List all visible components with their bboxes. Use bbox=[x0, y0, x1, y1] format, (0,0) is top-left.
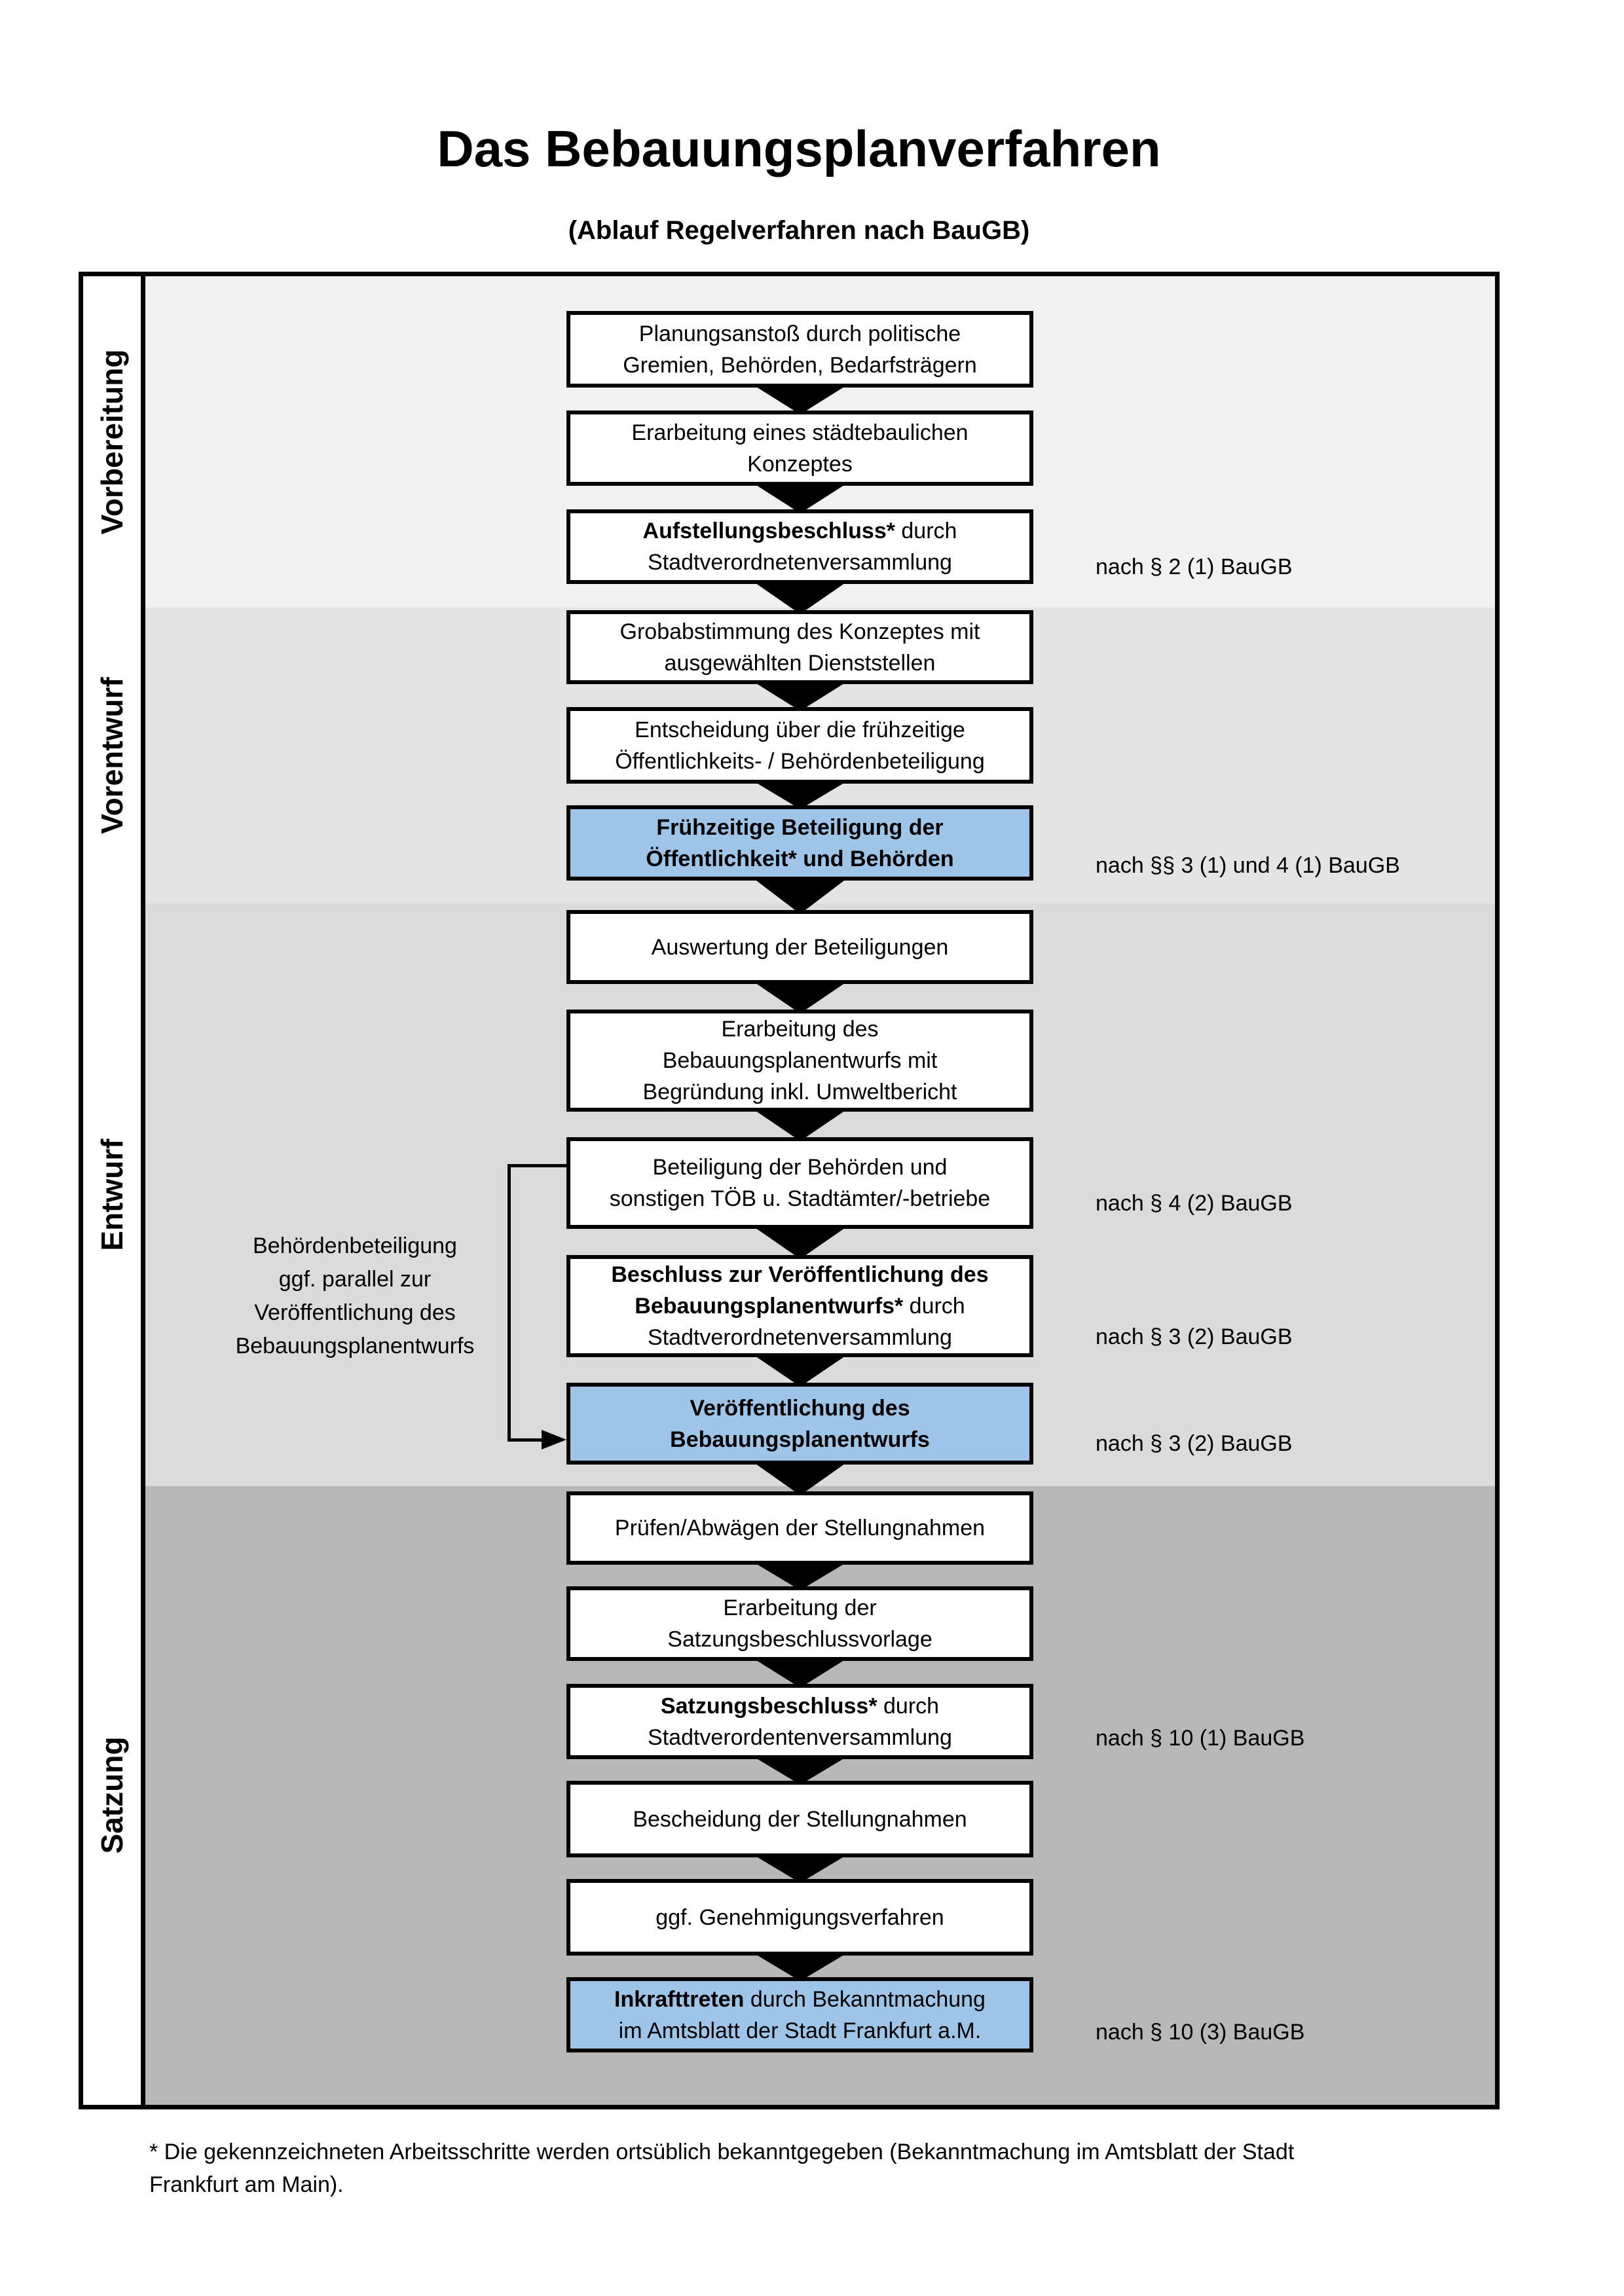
flow-step-label-line: Satzungsbeschluss* durch bbox=[660, 1693, 940, 1719]
flow-step-label-line: Satzungsbeschlussvorlage bbox=[667, 1627, 932, 1652]
parallel-connector-top-line bbox=[507, 1164, 566, 1167]
flow-step-label-line: Frühzeitige Beteiligung der bbox=[656, 814, 944, 840]
flow-step-label-line: Öffentlichkeits- / Behördenbeteiligung bbox=[615, 748, 985, 774]
flow-step bbox=[566, 1137, 1033, 1229]
flow-step-label-line: im Amtsblatt der Stadt Frankfurt a.M. bbox=[618, 2018, 982, 2043]
footnote-line: * Die gekennzeichneten Arbeitsschritte werden ortsüblich bekanntgegeben (Bekanntmachung im Amtsblatt der Stadt bbox=[149, 2140, 1295, 2164]
flow-step-label-line: Erarbeitung eines städtebaulichen bbox=[631, 420, 969, 445]
flow-step-label-line: Beschluss zur Veröffentlichung des bbox=[611, 1262, 989, 1287]
flow-step-label-line: Erarbeitung des bbox=[721, 1017, 879, 1042]
flow-step-label-line: Bebauungsplanentwurfs bbox=[670, 1427, 930, 1452]
flow-step-label-line: ausgewählten Dienststellen bbox=[664, 650, 936, 676]
flow-step-highlighted bbox=[566, 805, 1033, 881]
flow-step-label-line: Grobabstimmung des Konzeptes mit bbox=[619, 619, 980, 644]
process-table bbox=[79, 272, 1500, 2109]
flow-step-highlighted bbox=[566, 1977, 1033, 2052]
flow-step-label-line: Beteiligung der Behörden und bbox=[652, 1155, 948, 1180]
flow-step-label-line: Konzeptes bbox=[747, 451, 853, 477]
flow-step bbox=[566, 1491, 1033, 1565]
side-note-line: Bebauungsplanentwurfs bbox=[235, 1334, 475, 1358]
flow-step-label-line: Begründung inkl. Umweltbericht bbox=[642, 1080, 957, 1104]
parallel-connector-bottom-line bbox=[507, 1438, 544, 1442]
flow-step-label-line: Öffentlichkeit* und Behörden bbox=[646, 846, 954, 871]
flow-step-label-line: Bebauungsplanentwurfs mit bbox=[662, 1048, 938, 1073]
phase-label: Entwurf bbox=[95, 1139, 129, 1251]
flow-step-label-line: Planungsanstoß durch politische bbox=[638, 321, 961, 346]
footnote bbox=[149, 2136, 1485, 2201]
law-reference: nach § 2 (1) BauGB bbox=[1096, 555, 1293, 579]
side-note-line: Veröffentlichung des bbox=[254, 1300, 456, 1325]
phase-label: Vorentwurf bbox=[95, 677, 129, 834]
phase-label: Vorbereitung bbox=[95, 349, 129, 535]
flow-step bbox=[566, 1010, 1033, 1112]
side-note-line: ggf. parallel zur bbox=[278, 1267, 432, 1292]
law-reference: nach § 3 (2) BauGB bbox=[1096, 1324, 1293, 1349]
page-subtitle: (Ablauf Regelverfahren nach BauGB) bbox=[568, 216, 1030, 245]
flow-step-label-line: Auswertung der Beteiligungen bbox=[651, 934, 949, 960]
flow-step-label-line: sonstigen TÖB u. Stadtämter/-betriebe bbox=[609, 1186, 991, 1211]
flow-step-label-line: Prüfen/Abwägen der Stellungnahmen bbox=[614, 1516, 986, 1540]
flow-step bbox=[566, 610, 1033, 684]
flow-step-label-line: Inkrafttreten durch Bekanntmachung bbox=[614, 1986, 986, 2012]
flow-step bbox=[566, 707, 1033, 784]
flow-step bbox=[566, 509, 1033, 584]
flow-step-label-line: Gremien, Behörden, Bedarfsträgern bbox=[623, 352, 977, 378]
law-reference: nach § 4 (2) BauGB bbox=[1096, 1191, 1293, 1216]
flow-step-label-line: Stadtverordnetenversammlung bbox=[648, 1325, 952, 1350]
side-note-line: Behördenbeteiligung bbox=[253, 1233, 457, 1258]
parallel-participation-note bbox=[211, 1230, 499, 1363]
flow-step-highlighted bbox=[566, 1383, 1033, 1465]
flow-step bbox=[566, 1781, 1033, 1857]
flow-step-label-line: Stadtverordnetenversammlung bbox=[648, 550, 952, 575]
flow-step-label-line: Veröffentlichung des bbox=[690, 1395, 910, 1421]
flow-step bbox=[566, 410, 1033, 486]
flow-step bbox=[566, 1684, 1033, 1759]
law-reference: nach § 10 (3) BauGB bbox=[1096, 2020, 1305, 2045]
flow-step-label-line: Erarbeitung der bbox=[723, 1595, 877, 1620]
law-reference: nach § 10 (1) BauGB bbox=[1096, 1726, 1305, 1751]
flow-step-label-line: Aufstellungsbeschluss* durch bbox=[642, 519, 957, 543]
flow-step-label-line: Bebauungsplanentwurfs* durch bbox=[635, 1294, 965, 1319]
parallel-connector-vertical-line bbox=[507, 1164, 511, 1442]
flow-step bbox=[566, 1586, 1033, 1661]
flow-step bbox=[566, 910, 1033, 984]
footnote-line: Frankfurt am Main). bbox=[149, 2172, 344, 2197]
law-reference: nach § 3 (2) BauGB bbox=[1096, 1431, 1293, 1456]
page-title: Das Bebauungsplanverfahren bbox=[437, 120, 1161, 177]
flow-step-label-line: Bescheidung der Stellungnahmen bbox=[633, 1806, 967, 1832]
phase-label: Satzung bbox=[95, 1736, 129, 1854]
flow-step bbox=[566, 1879, 1033, 1956]
flow-step-label-line: Entscheidung über die frühzeitige bbox=[635, 717, 965, 742]
flow-step-label-line: Stadtverordentenversammlung bbox=[648, 1724, 952, 1750]
law-reference: nach §§ 3 (1) und 4 (1) BauGB bbox=[1096, 853, 1400, 878]
flow-step bbox=[566, 311, 1033, 388]
flow-step bbox=[566, 1255, 1033, 1357]
phase-sidebar bbox=[83, 276, 145, 2105]
flow-step-label-line: ggf. Genehmigungsverfahren bbox=[655, 1904, 944, 1930]
